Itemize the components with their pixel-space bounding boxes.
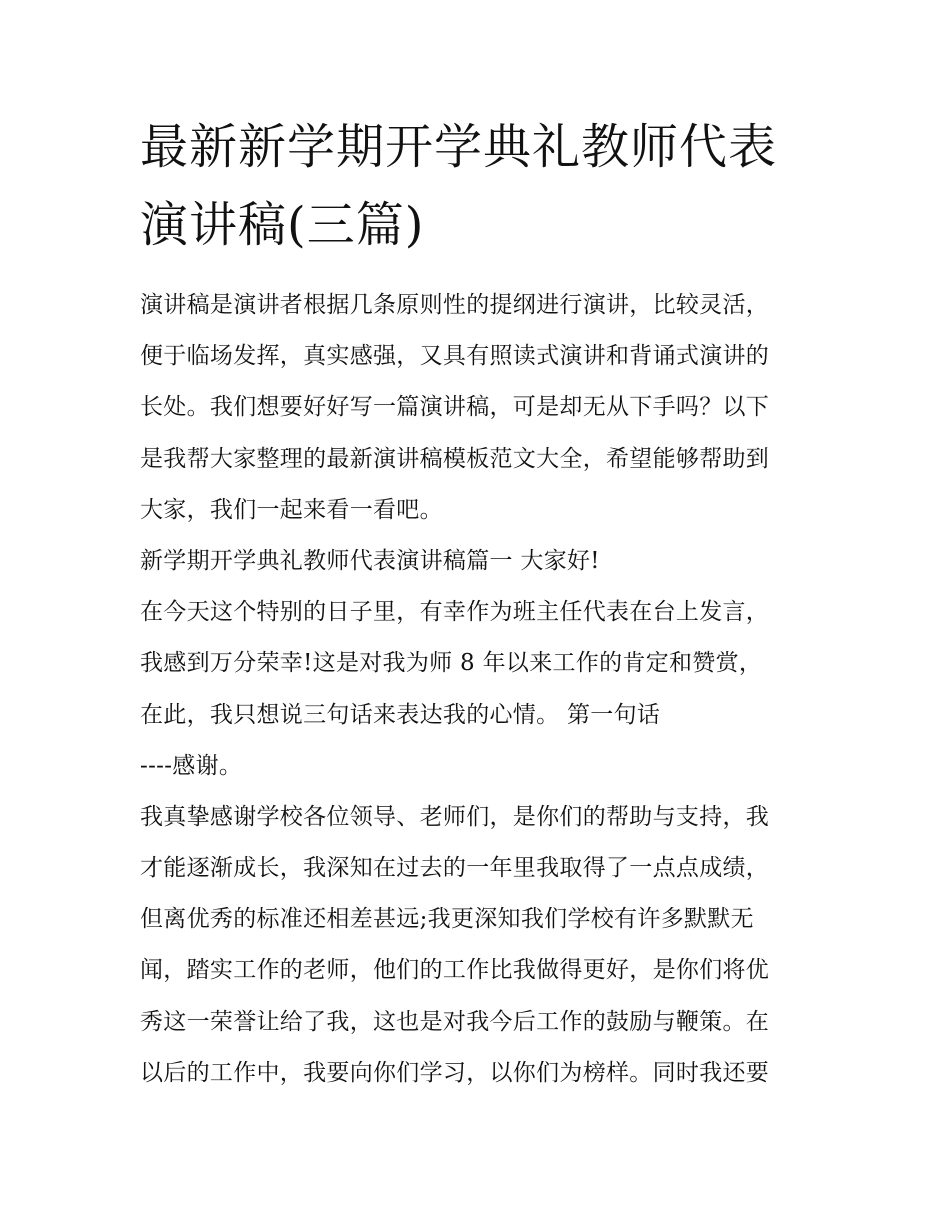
body-line: 闻，踏实工作的老师，他们的工作比我做得更好，是你们将优 [140,957,770,984]
body-line: 在此，我只想说三句话来表达我的心情。 第一句话 [140,701,661,728]
body-line: 是我帮大家整理的最新演讲稿模板范文大全，希望能够帮助到 [140,445,770,472]
body-line: 秀这一荣誉让给了我，这也是对我今后工作的鼓励与鞭策。在 [140,1008,770,1035]
body-line: 便于临场发挥，真实感强，又具有照读式演讲和背诵式演讲的 [140,343,770,370]
body-line: 大家，我们一起来看一看吧。 [140,496,443,523]
body-line: 我感到万分荣幸!这是对我为师 8 年以来工作的肯定和赞赏， [140,650,763,677]
title-line-2: 演讲稿(三篇) [140,197,425,253]
body-line: 但离优秀的标准还相差甚远;我更深知我们学校有许多默默无 [140,906,754,933]
document-title [140,108,820,264]
section-heading-line: 新学期开学典礼教师代表演讲稿篇一 大家好! [140,547,600,574]
body-line: 长处。我们想要好好写一篇演讲稿，可是却无从下手吗？以下 [140,394,770,421]
document-body [140,280,820,1099]
body-line: 才能逐渐成长，我深知在过去的一年里我取得了一点点成绩， [140,855,770,882]
body-line: ----感谢。 [140,752,243,779]
body-line: 在今天这个特别的日子里，有幸作为班主任代表在台上发言， [140,599,770,626]
body-line: 演讲稿是演讲者根据几条原则性的提纲进行演讲，比较灵活， [140,292,770,318]
title-line-1: 最新新学期开学典礼教师代表 [140,119,778,175]
body-line: 我真挚感谢学校各位领导、老师们，是你们的帮助与支持，我 [140,803,770,830]
body-line: 以后的工作中，我要向你们学习，以你们为榜样。同时我还要 [140,1059,770,1086]
